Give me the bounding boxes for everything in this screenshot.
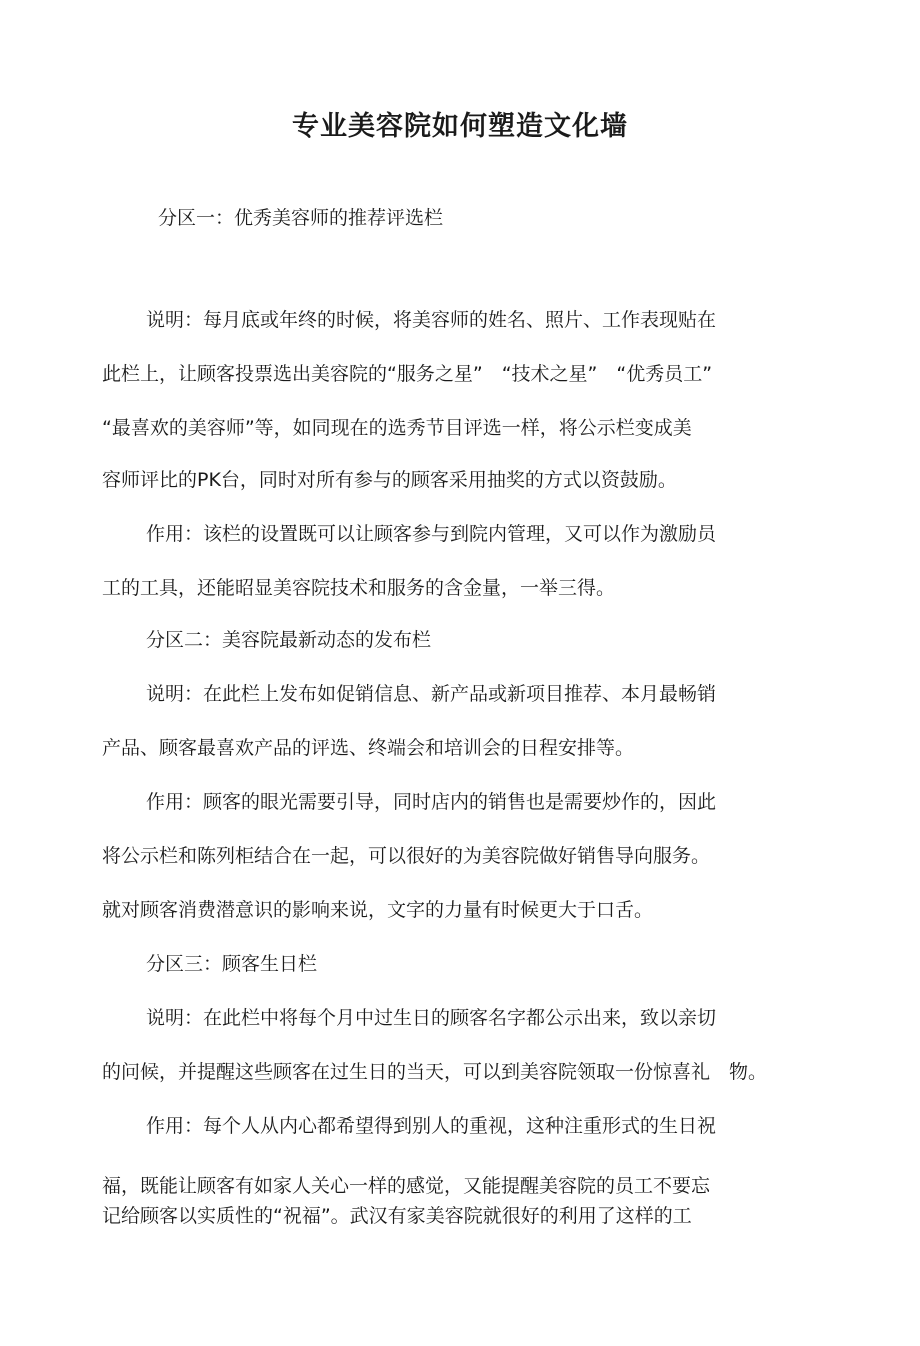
paragraph-line: 作用：该栏的设置既可以让顾客参与到院内管理，又可以作为激励员 <box>146 523 717 545</box>
paragraph-line: 的问候，并提醒这些顾客在过生日的当天，可以到美容院领取一份惊喜礼 物。 <box>102 1061 768 1083</box>
paragraph-line: 说明：每月底或年终的时候，将美容师的姓名、照片、工作表现贴在 <box>146 309 717 331</box>
paragraph-line: 此栏上，让顾客投票选出美容院的“服务之星” “技术之星” “优秀员工” <box>102 363 713 385</box>
paragraph-line: 说明：在此栏中将每个月中过生日的顾客名字都公示出来，致以亲切 <box>146 1007 717 1029</box>
paragraph-line: 说明：在此栏上发布如促销信息、新产品或新项目推荐、本月最畅销 <box>146 683 717 705</box>
paragraph-line: 将公示栏和陈列柜结合在一起，可以很好的为美容院做好销售导向服务。 <box>102 845 711 867</box>
paragraph-line: 产品、顾客最喜欢产品的评选、终端会和培训会的日程安排等。 <box>102 737 635 759</box>
paragraph-line: 工的工具，还能昭显美容院技术和服务的含金量，一举三得。 <box>102 577 616 599</box>
section-heading-2: 分区二：美容院最新动态的发布栏 <box>146 629 432 651</box>
paragraph-line: “最喜欢的美容师”等，如同现在的选秀节目评选一样，将公示栏变成美 <box>102 417 692 439</box>
section-heading-1: 分区一：优秀美容师的推荐评选栏 <box>158 207 444 229</box>
paragraph-line: 容师评比的PK台，同时对所有参与的顾客采用抽奖的方式以资鼓励。 <box>102 469 677 491</box>
section-heading-3: 分区三：顾客生日栏 <box>146 953 318 975</box>
paragraph-line: 记给顾客以实质性的“祝福”。武汉有家美容院就很好的利用了这样的工 <box>102 1205 692 1227</box>
paragraph-line: 福，既能让顾客有如家人关心一样的感觉，又能提醒美容院的员工不要忘 <box>102 1175 711 1197</box>
paragraph-line: 作用：顾客的眼光需要引导，同时店内的销售也是需要炒作的，因此 <box>146 791 717 813</box>
paragraph-line: 作用：每个人从内心都希望得到别人的重视，这种注重形式的生日祝 <box>146 1115 717 1137</box>
paragraph-line: 就对顾客消费潜意识的影响来说，文字的力量有时候更大于口舌。 <box>102 899 654 921</box>
document-title: 专业美容院如何塑造文化墙 <box>292 111 628 143</box>
